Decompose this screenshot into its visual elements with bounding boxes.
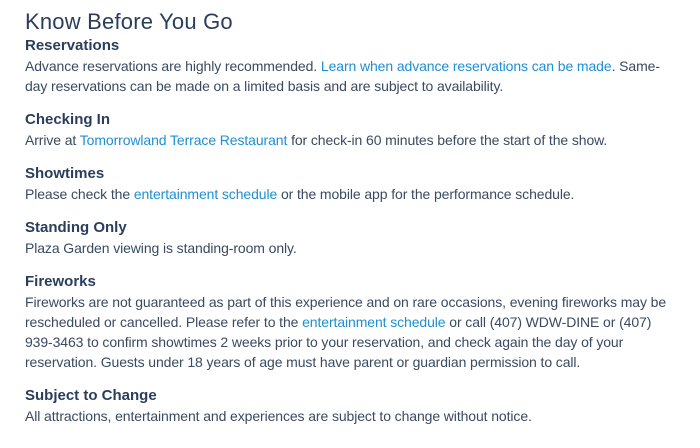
section-paragraph [25,238,682,258]
link-learn-when-advance-reservations-can-be-made[interactable]: Learn when advance reservations can be made [320,58,612,74]
section-reservations [25,37,682,96]
text-run: All attractions, entertainment and experiences are subject to change without notice. [25,408,532,424]
section-subject-to-change [25,387,682,426]
text-run: or the mobile app for the performance schedule. [277,186,575,202]
section-heading: Checking In [25,111,111,128]
section-paragraph [25,56,682,96]
link-entertainment-schedule[interactable]: entertainment schedule [133,186,278,202]
text-run: or call (407) WDW-DINE or (407) 939-3463 to confirm showtimes 2 weeks prior to your reservation, and check again the day of your reservation. Guests under 18 years of age must have parent or guardian permission to call. [25,314,652,370]
text-run: Advance reservations are highly recommended. [25,58,321,74]
text-run: Fireworks are not guaranteed as part of this experience and on rare occasions, evening fireworks may be rescheduled or cancelled. Please refer to the [25,294,667,330]
section-paragraph [25,292,682,372]
section-heading: Fireworks [25,273,96,290]
text-run: Plaza Garden viewing is standing-room only. [25,240,297,256]
sections-container [25,37,682,426]
section-heading: Showtimes [25,165,105,182]
text-run: Arrive at [25,132,80,148]
text-run: . Same-day reservations can be made on a limited basis and are subject to availability. [25,58,660,94]
section-showtimes [25,165,682,204]
text-run: Please check the [25,186,134,202]
section-standing-only [25,219,682,258]
section-paragraph [25,130,682,150]
section-paragraph [25,406,682,426]
section-fireworks [25,273,682,372]
link-entertainment-schedule[interactable]: entertainment schedule [302,314,446,330]
section-paragraph [25,184,682,204]
section-heading: Standing Only [25,219,127,236]
section-heading: Subject to Change [25,387,157,404]
page-title: Know Before You Go [25,9,233,34]
section-heading: Reservations [25,37,120,54]
link-tomorrowland-terrace-restaurant[interactable]: Tomorrowland Terrace Restaurant [79,132,288,148]
text-run: for check-in 60 minutes before the start of the show. [287,132,608,148]
section-checking-in [25,111,682,150]
